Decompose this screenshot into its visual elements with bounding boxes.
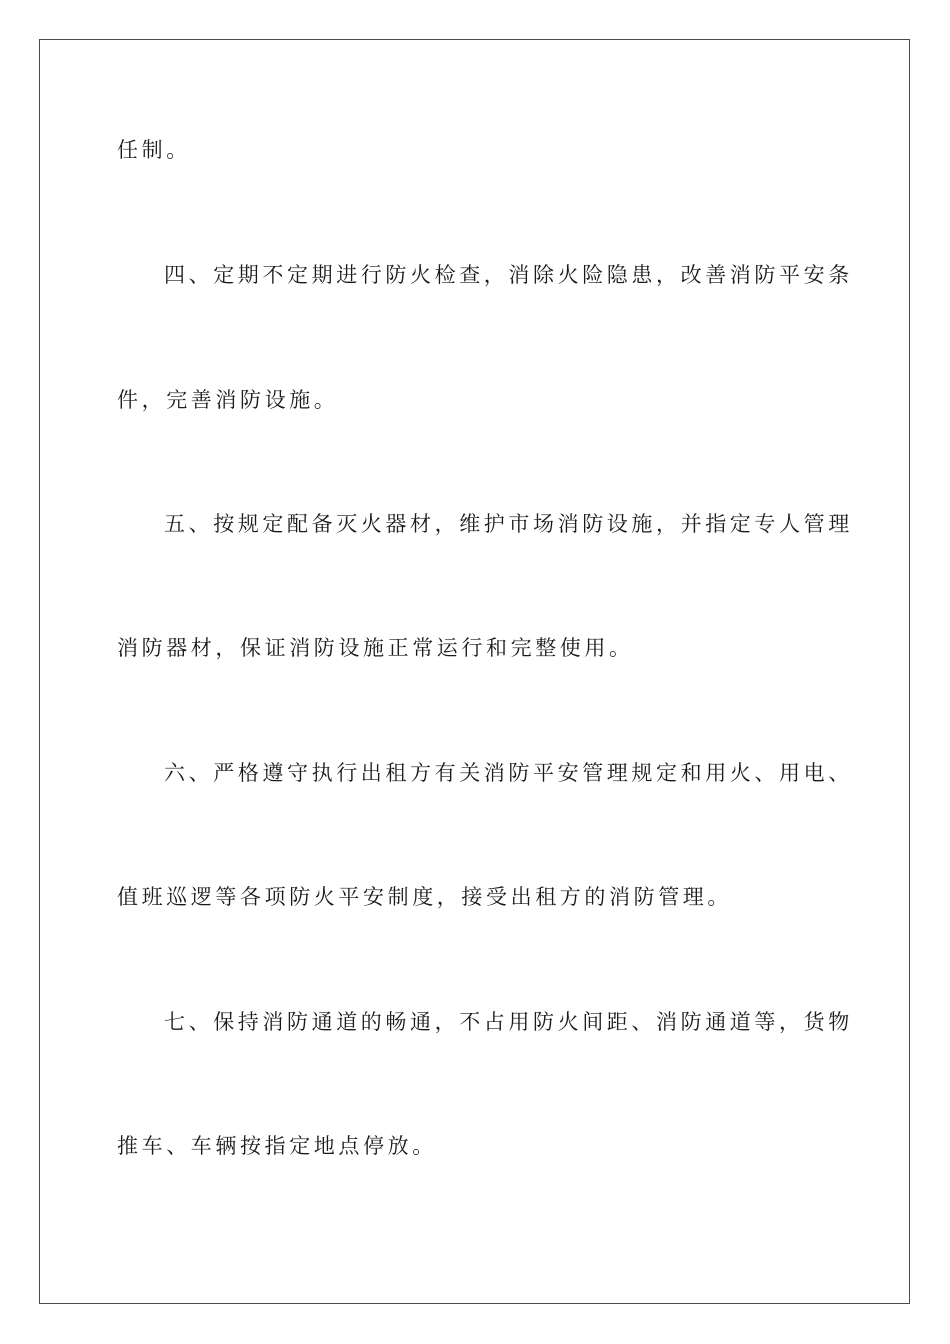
paragraph-5-line-1: 五、按规定配备灭火器材，维护市场消防设施，并指定专人管理	[164, 512, 853, 536]
text-line-1: 任制。	[117, 138, 191, 162]
paragraph-6-line-1: 六、严格遵守执行出租方有关消防平安管理规定和用火、用电、	[164, 761, 853, 785]
paragraph-7-line-1: 七、保持消防通道的畅通，不占用防火间距、消防通道等，货物	[164, 1010, 853, 1034]
paragraph-4-line-2: 件，完善消防设施。	[117, 388, 339, 412]
paragraph-6-line-2: 值班巡逻等各项防火平安制度，接受出租方的消防管理。	[117, 885, 732, 909]
paragraph-7-line-2: 推车、车辆按指定地点停放。	[117, 1134, 437, 1158]
paragraph-4-line-1: 四、定期不定期进行防火检查，消除火险隐患，改善消防平安条	[164, 263, 853, 287]
page-border	[39, 39, 910, 1304]
paragraph-5-line-2: 消防器材，保证消防设施正常运行和完整使用。	[117, 636, 634, 660]
